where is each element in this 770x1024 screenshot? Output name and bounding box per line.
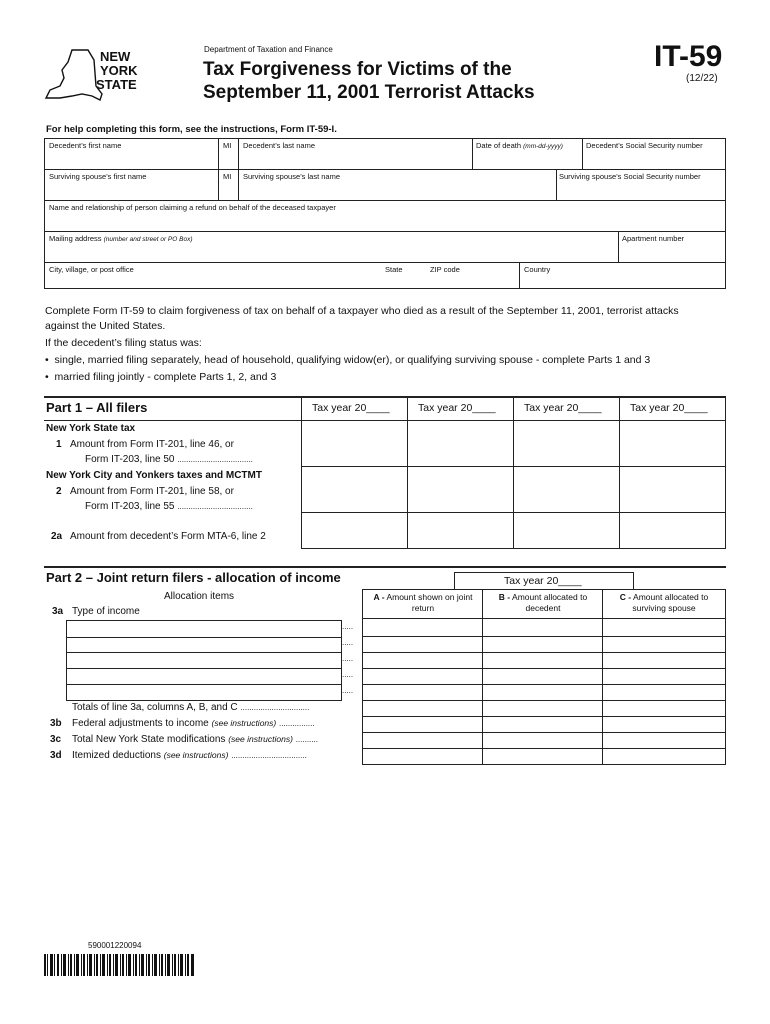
income-type-input-2[interactable] <box>66 636 342 653</box>
income-type-input-4[interactable] <box>66 668 342 685</box>
line1-dots: .................................. <box>177 455 253 464</box>
line1-col2-input[interactable] <box>410 422 510 464</box>
income-type-input-3[interactable] <box>66 652 342 669</box>
city-label: City, village, or post office <box>49 265 134 274</box>
spouse-first-name-input[interactable] <box>48 183 214 198</box>
line3d-line <box>72 750 307 761</box>
part2-section <box>44 566 726 766</box>
line3a-number: 3a <box>52 606 64 617</box>
line3d-col-b[interactable] <box>484 749 600 763</box>
line3a-row1-col-b[interactable] <box>484 620 600 635</box>
part1-tax-year-col4: Tax year 20____ <box>630 402 708 414</box>
mailing-address-label <box>49 234 193 243</box>
spouse-last-name-label: Surviving spouse’s last name <box>243 172 340 181</box>
line1-text-b <box>85 454 253 465</box>
line3d-text: Itemized deductions <box>72 750 161 761</box>
apartment-number-input[interactable] <box>622 245 722 260</box>
date-of-death-input[interactable] <box>476 152 578 167</box>
totals-col-a[interactable] <box>364 701 480 715</box>
col-a-header <box>364 592 482 614</box>
part2-title: Part 2 – Joint return filers - allocation of income <box>46 570 341 585</box>
filing-status-lead: If the decedent’s filing status was: <box>45 337 202 349</box>
spouse-first-name-label: Surviving spouse’s first name <box>49 172 147 181</box>
logo-word-state: STATE <box>96 77 137 92</box>
line2-col2-input[interactable] <box>410 468 510 510</box>
line2a-col2-input[interactable] <box>410 514 510 546</box>
date-format-note: (mm-dd-yyyy) <box>523 143 563 150</box>
col-a-letter: A - <box>373 592 385 602</box>
spouse-mi-input[interactable] <box>222 183 236 198</box>
bullet-2-text: married filing jointly - complete Parts 1, 2, and 3 <box>54 371 277 383</box>
country-label: Country <box>524 265 551 274</box>
intro-paragraph: Complete Form IT-59 to claim forgiveness of tax on behalf of a taxpayer who died as a result of the September 11, 2001, terrorist attacks against the United States. <box>45 305 679 332</box>
line3c-col-a[interactable] <box>364 733 480 747</box>
line2-dots: .................................. <box>177 502 253 511</box>
date-of-death-label <box>476 141 563 150</box>
form-title-line1: Tax Forgiveness for Victims of the <box>203 59 512 80</box>
decedent-first-name-input[interactable] <box>48 152 214 167</box>
line3c-text: Total New York State modifications <box>72 734 226 745</box>
spouse-last-name-input[interactable] <box>242 183 552 198</box>
totals-line <box>72 702 309 713</box>
barcode-icon <box>44 954 194 976</box>
line3c-col-b[interactable] <box>484 733 600 747</box>
help-text: For help completing this form, see the instructions, Form IT-59-I. <box>46 124 337 135</box>
decedent-ssn-label: Decedent’s Social Security number <box>586 141 703 150</box>
line3b-col-c[interactable] <box>604 717 723 731</box>
allocation-items-heading: Allocation items <box>164 591 235 602</box>
line3a-row1-col-c[interactable] <box>604 620 723 635</box>
spouse-mi-label: MI <box>223 172 232 181</box>
line2a-col4-input[interactable] <box>622 514 722 546</box>
nys-tax-heading: New York State tax <box>46 423 136 434</box>
line3c-col-c[interactable] <box>604 733 723 747</box>
decedent-first-name-label: Decedent’s first name <box>49 141 122 150</box>
line3b-note: (see instructions) <box>211 718 277 728</box>
income-type-input-5[interactable] <box>66 684 342 701</box>
state-label: State <box>385 265 403 274</box>
bullet-icon: • <box>45 371 55 383</box>
bullet-1-text: single, married filing separately, head of household, qualifying widow(er), or qualifying surviving spouse - complete Parts 1 and 3 <box>54 354 651 366</box>
col-c-letter: C - <box>619 592 632 602</box>
decedent-mi-label: MI <box>223 141 232 150</box>
spouse-ssn-label: Surviving spouse’s Social Security number <box>559 172 701 181</box>
filing-status-bullet-1 <box>45 353 650 368</box>
line2-text-a: Amount from Form IT-201, line 58, or <box>70 486 234 497</box>
line3b-text: Federal adjustments to income <box>72 718 209 729</box>
line2-col4-input[interactable] <box>622 468 722 510</box>
form-number: IT-59 <box>654 40 723 73</box>
row5-dots: ..... <box>342 686 354 695</box>
col-b-letter: B - <box>498 592 511 602</box>
totals-text: Totals of line 3a, columns A, B, and C <box>72 702 238 713</box>
form-revision: (12/22) <box>686 73 718 84</box>
line2-number: 2 <box>56 486 62 497</box>
part2-tax-year: Tax year 20____ <box>504 575 582 587</box>
line1-text-b-label: Form IT-203, line 50 <box>85 454 175 465</box>
part1-title: Part 1 – All filers <box>46 400 148 415</box>
part1-tax-year-col3: Tax year 20____ <box>524 402 602 414</box>
nys-logo <box>42 46 154 104</box>
decedent-mi-input[interactable] <box>222 152 236 167</box>
mailing-address-note: (number and street or PO Box) <box>103 236 193 243</box>
department-name: Department of Taxation and Finance <box>204 45 333 54</box>
line2-col1-input[interactable] <box>304 468 404 510</box>
line2a-col3-input[interactable] <box>516 514 616 546</box>
line3c-note: (see instructions) <box>228 734 293 744</box>
line3c-line <box>72 734 318 745</box>
claimant-label: Name and relationship of person claiming a refund on behalf of the deceased taxpayer <box>49 203 336 212</box>
line2a-text: Amount from decedent’s Form MTA-6, line 2 <box>70 531 266 542</box>
bullet-icon: • <box>45 354 55 366</box>
barcode <box>44 954 194 976</box>
line3d-col-c[interactable] <box>604 749 723 763</box>
country-input[interactable] <box>524 275 722 287</box>
state-input[interactable] <box>384 275 424 287</box>
form-title-line2: September 11, 2001 Terrorist Attacks <box>203 82 535 103</box>
line1-col4-input[interactable] <box>622 422 722 464</box>
logo-word-york: YORK <box>100 63 138 78</box>
spouse-ssn-input[interactable] <box>560 183 722 198</box>
line3a-row1-col-a[interactable] <box>364 620 480 635</box>
nyc-yonkers-heading: New York City and Yonkers taxes and MCTMT <box>46 470 262 481</box>
line2-text-b-label: Form IT-203, line 55 <box>85 501 175 512</box>
mailing-address-text: Mailing address <box>49 234 102 243</box>
line3c-number: 3c <box>50 734 62 745</box>
row4-dots: ..... <box>342 670 354 679</box>
decedent-last-name-input[interactable] <box>242 152 468 167</box>
line2a-col1-input[interactable] <box>304 514 404 546</box>
line3d-number: 3d <box>50 750 62 761</box>
part1-tax-year-col1: Tax year 20____ <box>312 402 390 414</box>
city-input[interactable] <box>48 275 378 287</box>
col-a-text: Amount shown on joint return <box>386 592 473 613</box>
line1-col1-input[interactable] <box>304 422 404 464</box>
line3b-line <box>72 718 315 729</box>
row3-dots: ..... <box>342 654 354 663</box>
line3d-note: (see instructions) <box>163 750 229 760</box>
date-of-death-text: Date of death <box>476 141 522 150</box>
line2a-number: 2a <box>51 531 63 542</box>
col-b-header <box>484 592 602 614</box>
decedent-ssn-input[interactable] <box>586 152 722 167</box>
line3d-col-a[interactable] <box>364 749 480 763</box>
zip-code-input[interactable] <box>430 275 516 287</box>
col-b-text: Amount allocated to decedent <box>512 592 588 613</box>
claimant-input[interactable] <box>48 214 722 229</box>
part1-tax-year-col2: Tax year 20____ <box>418 402 496 414</box>
line3b-dots: ................ <box>279 719 315 728</box>
apartment-number-label: Apartment number <box>622 234 685 243</box>
taxpayer-info-grid <box>44 138 726 289</box>
line2-text-b <box>85 501 253 512</box>
line2-col3-input[interactable] <box>516 468 616 510</box>
totals-col-b[interactable] <box>484 701 600 715</box>
totals-col-c[interactable] <box>604 701 723 715</box>
zip-code-label: ZIP code <box>430 265 460 274</box>
line3b-number: 3b <box>50 718 62 729</box>
line1-number: 1 <box>56 439 62 450</box>
mailing-address-input[interactable] <box>48 245 614 260</box>
barcode-number: 590001220094 <box>88 941 142 950</box>
line3b-col-a[interactable] <box>364 717 480 731</box>
line3d-dots: .................................. <box>231 751 307 760</box>
col-c-text: Amount allocated to surviving spouse <box>632 592 709 613</box>
line3c-dots: .......... <box>295 735 318 744</box>
line3a-text: Type of income <box>72 606 140 617</box>
col-c-header <box>604 592 724 614</box>
logo-word-new: NEW <box>100 49 131 64</box>
row2-dots: ..... <box>342 638 354 647</box>
line1-text-a: Amount from Form IT-201, line 46, or <box>70 439 234 450</box>
totals-dots: ............................... <box>240 703 310 712</box>
row1-dots: ..... <box>342 622 354 631</box>
filing-status-bullet-2 <box>45 370 276 385</box>
part1-section <box>44 396 726 550</box>
line1-col3-input[interactable] <box>516 422 616 464</box>
decedent-last-name-label: Decedent’s last name <box>243 141 315 150</box>
line3b-col-b[interactable] <box>484 717 600 731</box>
